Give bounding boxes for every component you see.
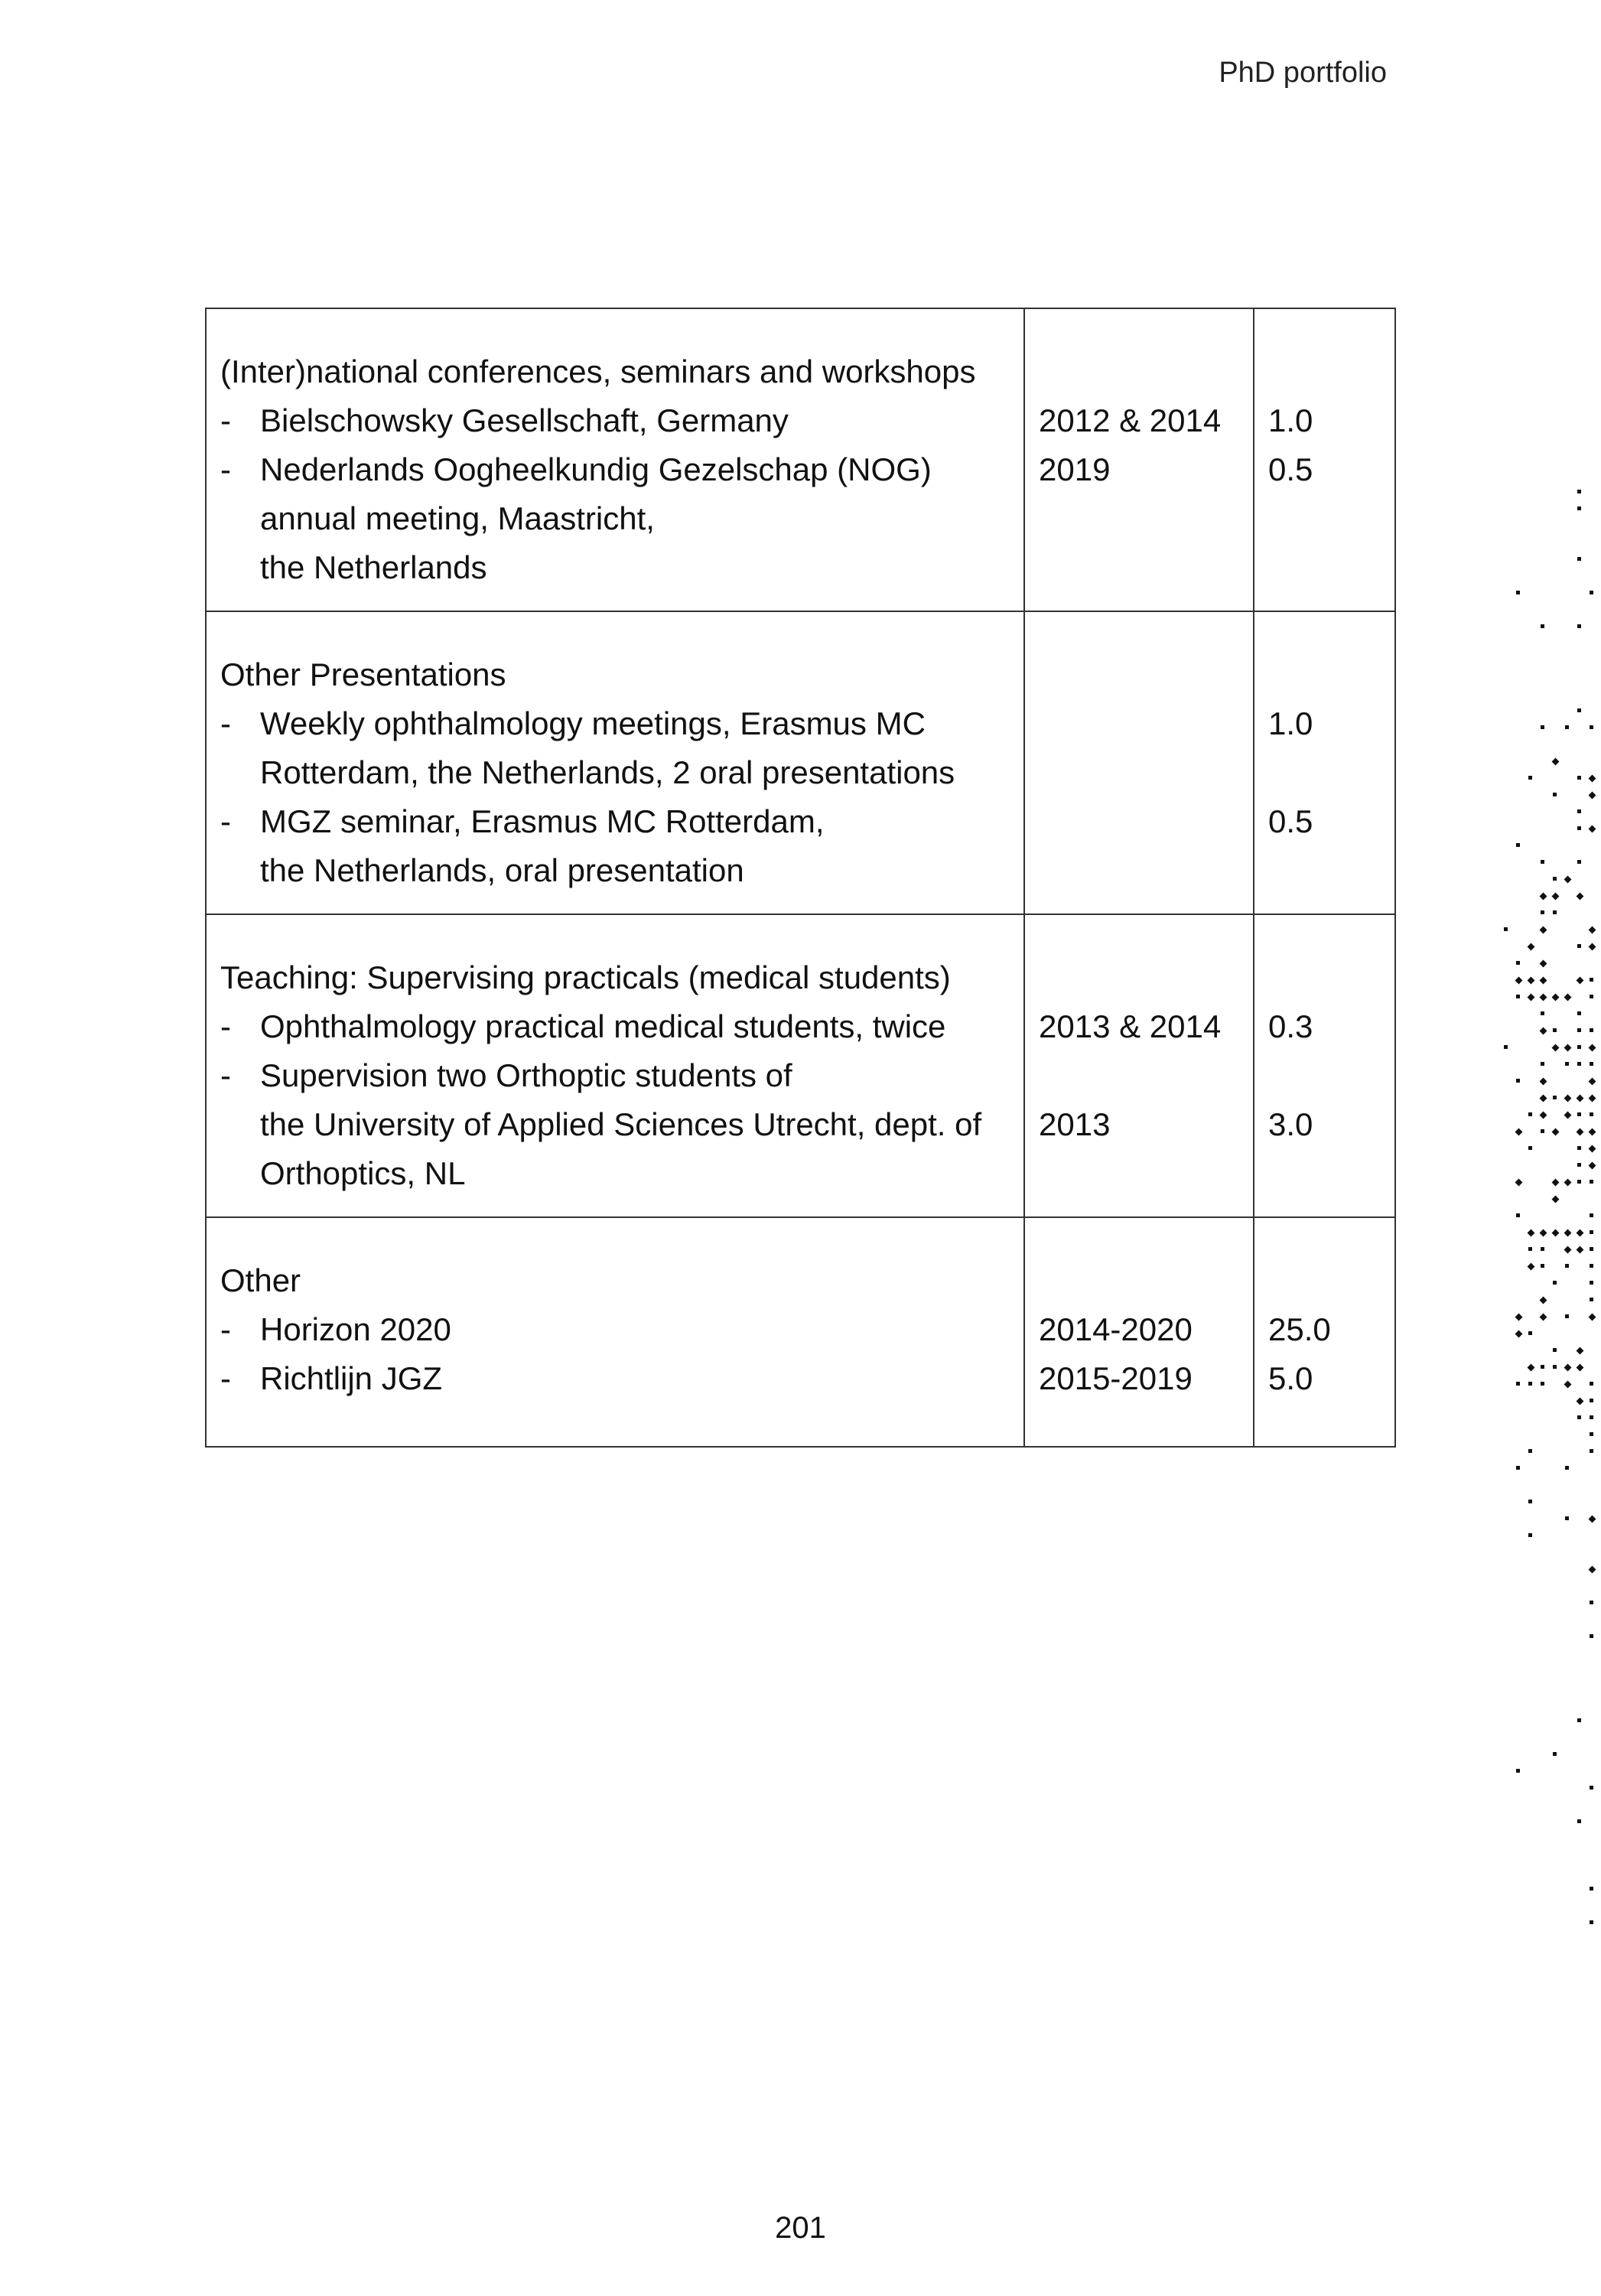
pattern-dot bbox=[1528, 1263, 1535, 1271]
running-header: PhD portfolio bbox=[1219, 57, 1387, 89]
activity-cell bbox=[206, 611, 1024, 914]
pattern-dot bbox=[1590, 1247, 1593, 1251]
ects-cell bbox=[1254, 1217, 1395, 1447]
pattern-dot bbox=[1552, 893, 1560, 900]
pattern-dot bbox=[1528, 776, 1532, 780]
year-value: 2014-2020 bbox=[1039, 1311, 1193, 1347]
pattern-dot bbox=[1540, 1297, 1547, 1304]
pattern-dot bbox=[1540, 977, 1547, 985]
year-value: 2013 & 2014 bbox=[1039, 1008, 1222, 1044]
list-item: - Richtlijn JGZ bbox=[220, 1360, 443, 1396]
pattern-dot bbox=[1590, 1449, 1593, 1453]
pattern-dot bbox=[1589, 1566, 1596, 1574]
year-value: 2013 bbox=[1039, 1106, 1111, 1142]
pattern-dot bbox=[1577, 944, 1581, 948]
section-title: Teaching: Supervising practicals (medical students) bbox=[220, 959, 951, 995]
pattern-dot bbox=[1540, 1314, 1547, 1321]
ects-value: 1.0 bbox=[1268, 402, 1313, 438]
section-title: (Inter)national conferences, seminars and workshops bbox=[220, 353, 976, 389]
pattern-dot bbox=[1577, 826, 1581, 830]
pattern-dot bbox=[1590, 1028, 1593, 1032]
year-cell bbox=[1024, 308, 1254, 611]
pattern-dot bbox=[1553, 1028, 1557, 1032]
pattern-dot bbox=[1590, 1634, 1593, 1638]
pattern-dot bbox=[1577, 1415, 1581, 1419]
pattern-dot bbox=[1564, 1095, 1572, 1102]
pattern-dot bbox=[1552, 1179, 1560, 1187]
ects-cell bbox=[1254, 914, 1395, 1217]
pattern-dot bbox=[1589, 1314, 1596, 1321]
pattern-dot bbox=[1590, 1399, 1593, 1402]
pattern-dot bbox=[1528, 1449, 1532, 1453]
pattern-dot bbox=[1553, 1752, 1557, 1756]
pattern-dot bbox=[1590, 1432, 1593, 1436]
pattern-dot bbox=[1540, 1112, 1547, 1119]
page-number: 201 bbox=[775, 2211, 826, 2245]
pattern-dot bbox=[1552, 1044, 1560, 1052]
pattern-dot bbox=[1553, 1281, 1557, 1285]
pattern-dot bbox=[1590, 1112, 1593, 1116]
pattern-dot bbox=[1565, 1466, 1569, 1470]
pattern-dot bbox=[1565, 1516, 1569, 1520]
pattern-dot bbox=[1515, 1179, 1523, 1187]
list-item-continuation: the Netherlands bbox=[260, 549, 487, 585]
pattern-dot bbox=[1577, 776, 1581, 780]
pattern-dot bbox=[1552, 1196, 1560, 1203]
pattern-dot bbox=[1565, 1264, 1569, 1268]
pattern-dot bbox=[1540, 893, 1547, 900]
pattern-dot bbox=[1528, 1146, 1532, 1150]
pattern-dot bbox=[1564, 1229, 1572, 1237]
list-item-continuation: annual meeting, Maastricht, bbox=[260, 500, 655, 536]
pattern-dot bbox=[1516, 1466, 1520, 1470]
pattern-dot bbox=[1553, 877, 1557, 881]
pattern-dot bbox=[1553, 1365, 1557, 1369]
pattern-dot bbox=[1589, 1044, 1596, 1052]
pattern-dot bbox=[1577, 1364, 1584, 1372]
list-item-continuation: Orthoptics, NL bbox=[260, 1155, 466, 1191]
pattern-dot bbox=[1564, 994, 1572, 1001]
year-cell bbox=[1024, 914, 1254, 1217]
list-item: - Nederlands Oogheelkundig Gezelschap (NOG) bbox=[220, 451, 932, 487]
ects-value: 0.3 bbox=[1268, 1008, 1313, 1044]
pattern-dot bbox=[1553, 910, 1557, 914]
pattern-dot bbox=[1552, 1128, 1560, 1136]
list-item-continuation: the University of Applied Sciences Utrecht, dept. of bbox=[260, 1106, 982, 1142]
ects-cell bbox=[1254, 308, 1395, 611]
pattern-dot bbox=[1528, 1364, 1535, 1372]
portfolio-table bbox=[205, 308, 1396, 1448]
pattern-dot bbox=[1564, 1246, 1572, 1254]
pattern-dot bbox=[1590, 1264, 1593, 1268]
list-item: - MGZ seminar, Erasmus MC Rotterdam, bbox=[220, 803, 825, 839]
pattern-dot bbox=[1516, 961, 1520, 965]
pattern-dot bbox=[1516, 1769, 1520, 1773]
table-section-row bbox=[206, 1217, 1395, 1447]
pattern-dot bbox=[1541, 860, 1544, 864]
pattern-dot bbox=[1590, 1213, 1593, 1217]
pattern-dot bbox=[1590, 1920, 1593, 1924]
pattern-dot bbox=[1541, 725, 1544, 729]
pattern-dot bbox=[1577, 1146, 1581, 1150]
pattern-dot bbox=[1589, 1095, 1596, 1102]
pattern-dot bbox=[1590, 591, 1593, 594]
pattern-dot bbox=[1528, 977, 1535, 985]
pattern-dot bbox=[1590, 1298, 1593, 1301]
year-cell bbox=[1024, 1217, 1254, 1447]
pattern-dot bbox=[1541, 1129, 1544, 1133]
list-item-continuation: Rotterdam, the Netherlands, 2 oral presentations bbox=[260, 754, 955, 790]
pattern-dot bbox=[1564, 1179, 1572, 1187]
pattern-dot bbox=[1577, 1347, 1584, 1355]
pattern-dot bbox=[1590, 1887, 1593, 1891]
pattern-dot bbox=[1540, 960, 1547, 968]
pattern-dot bbox=[1504, 1045, 1508, 1049]
pattern-dot bbox=[1577, 490, 1581, 493]
list-item: - Supervision two Orthoptic students of bbox=[220, 1057, 792, 1093]
pattern-dot bbox=[1565, 1062, 1569, 1066]
pattern-dot bbox=[1516, 1079, 1520, 1083]
pattern-dot bbox=[1564, 1044, 1572, 1052]
pattern-dot bbox=[1589, 943, 1596, 951]
pattern-dot bbox=[1564, 1112, 1572, 1119]
pattern-dot bbox=[1590, 725, 1593, 729]
pattern-dot bbox=[1577, 1095, 1584, 1102]
ects-value: 25.0 bbox=[1268, 1311, 1331, 1347]
pattern-dot bbox=[1515, 1128, 1523, 1136]
pattern-dot bbox=[1541, 1382, 1544, 1386]
pattern-dot bbox=[1564, 1364, 1572, 1372]
activity-cell bbox=[206, 1217, 1024, 1447]
pattern-dot bbox=[1577, 977, 1584, 985]
pattern-dot bbox=[1577, 624, 1581, 628]
pattern-dot bbox=[1577, 1112, 1581, 1116]
pattern-dot bbox=[1516, 591, 1520, 594]
pattern-dot bbox=[1553, 793, 1557, 796]
pattern-dot bbox=[1589, 1078, 1596, 1086]
table-section-row bbox=[206, 914, 1395, 1217]
pattern-dot bbox=[1541, 1264, 1544, 1268]
list-item: - Bielschowsky Gesellschaft, Germany bbox=[220, 402, 789, 438]
pattern-dot bbox=[1552, 1229, 1560, 1237]
pattern-dot bbox=[1528, 1382, 1532, 1386]
pattern-dot bbox=[1577, 860, 1581, 864]
pattern-dot bbox=[1516, 1382, 1520, 1386]
list-item: - Ophthalmology practical medical students, twice bbox=[220, 1008, 946, 1044]
pattern-dot bbox=[1577, 1028, 1581, 1032]
pattern-dot bbox=[1589, 1162, 1596, 1170]
pattern-dot bbox=[1552, 758, 1560, 766]
activity-cell bbox=[206, 914, 1024, 1217]
pattern-dot bbox=[1540, 927, 1547, 934]
pattern-dot bbox=[1577, 809, 1581, 813]
pattern-dot bbox=[1589, 826, 1596, 833]
dot-pattern-decoration bbox=[1492, 321, 1601, 1928]
pattern-dot bbox=[1552, 994, 1560, 1001]
pattern-dot bbox=[1528, 994, 1535, 1001]
pattern-dot bbox=[1540, 1078, 1547, 1086]
table-section-row bbox=[206, 611, 1395, 914]
pattern-dot bbox=[1541, 1247, 1544, 1251]
pattern-dot bbox=[1540, 1095, 1547, 1102]
pattern-dot bbox=[1589, 1145, 1596, 1153]
pattern-dot bbox=[1590, 1062, 1593, 1066]
pattern-dot bbox=[1577, 1011, 1581, 1015]
pattern-dot bbox=[1553, 1348, 1557, 1352]
pattern-dot bbox=[1589, 1516, 1596, 1523]
pattern-dot bbox=[1515, 977, 1523, 985]
pattern-dot bbox=[1528, 1331, 1532, 1335]
pattern-dot bbox=[1577, 1718, 1581, 1722]
activity-cell bbox=[206, 308, 1024, 611]
pattern-dot bbox=[1541, 1062, 1544, 1066]
pattern-dot bbox=[1565, 1314, 1569, 1318]
section-title: Other bbox=[220, 1262, 301, 1298]
list-item: - Weekly ophthalmology meetings, Erasmus MC bbox=[220, 705, 926, 741]
pattern-dot bbox=[1565, 725, 1569, 729]
pattern-dot bbox=[1577, 1229, 1584, 1237]
pattern-dot bbox=[1577, 893, 1584, 900]
pattern-dot bbox=[1541, 1365, 1544, 1369]
pattern-dot bbox=[1577, 557, 1581, 561]
pattern-dot bbox=[1590, 995, 1593, 998]
year-value: 2012 & 2014 bbox=[1039, 402, 1222, 438]
pattern-dot bbox=[1553, 1096, 1557, 1099]
pattern-dot bbox=[1577, 1163, 1581, 1167]
pattern-dot bbox=[1541, 624, 1544, 628]
pattern-dot bbox=[1577, 1062, 1581, 1066]
pattern-dot bbox=[1577, 1180, 1581, 1184]
pattern-dot bbox=[1590, 1382, 1593, 1386]
pattern-dot bbox=[1589, 1128, 1596, 1136]
pattern-dot bbox=[1577, 506, 1581, 510]
year-cell bbox=[1024, 611, 1254, 914]
ects-value: 5.0 bbox=[1268, 1360, 1313, 1396]
pattern-dot bbox=[1590, 978, 1593, 982]
pattern-dot bbox=[1577, 1045, 1581, 1049]
pattern-dot bbox=[1516, 995, 1520, 998]
pattern-dot bbox=[1515, 1314, 1523, 1321]
pattern-dot bbox=[1590, 1230, 1593, 1234]
list-item: - Horizon 2020 bbox=[220, 1311, 451, 1347]
pattern-dot bbox=[1541, 910, 1544, 914]
pattern-dot bbox=[1516, 1213, 1520, 1217]
ects-value: 1.0 bbox=[1268, 705, 1313, 741]
pattern-dot bbox=[1590, 1601, 1593, 1604]
pattern-dot bbox=[1589, 927, 1596, 934]
section-title: Other Presentations bbox=[220, 656, 506, 692]
pattern-dot bbox=[1540, 994, 1547, 1001]
pattern-dot bbox=[1528, 1500, 1532, 1503]
list-item-continuation: the Netherlands, oral presentation bbox=[260, 852, 744, 888]
pattern-dot bbox=[1590, 1180, 1593, 1184]
pattern-dot bbox=[1540, 1028, 1547, 1035]
pattern-dot bbox=[1528, 1533, 1532, 1537]
year-value bbox=[1039, 699, 1253, 748]
pattern-dot bbox=[1504, 927, 1508, 931]
pattern-dot bbox=[1564, 1381, 1572, 1389]
ects-value: 0.5 bbox=[1268, 803, 1313, 839]
ects-cell bbox=[1254, 611, 1395, 914]
year-value: 2019 bbox=[1039, 451, 1111, 487]
pattern-dot bbox=[1577, 1398, 1584, 1405]
pattern-dot bbox=[1577, 708, 1581, 712]
year-value: 2015-2019 bbox=[1039, 1360, 1193, 1396]
pattern-dot bbox=[1540, 1229, 1547, 1237]
pattern-dot bbox=[1528, 943, 1535, 951]
pattern-dot bbox=[1577, 1246, 1584, 1254]
pattern-dot bbox=[1516, 843, 1520, 847]
pattern-dot bbox=[1589, 775, 1596, 783]
ects-value: 3.0 bbox=[1268, 1106, 1313, 1142]
pattern-dot bbox=[1528, 1247, 1532, 1251]
table-section-row bbox=[206, 308, 1395, 611]
pattern-dot bbox=[1590, 1415, 1593, 1419]
pattern-dot bbox=[1590, 1786, 1593, 1790]
ects-value: 0.5 bbox=[1268, 451, 1313, 487]
pattern-dot bbox=[1528, 1229, 1535, 1237]
pattern-dot bbox=[1577, 1819, 1581, 1823]
pattern-dot bbox=[1590, 1281, 1593, 1285]
pattern-dot bbox=[1577, 1128, 1584, 1136]
pattern-dot bbox=[1564, 876, 1572, 884]
pattern-dot bbox=[1541, 1011, 1544, 1015]
pattern-dot bbox=[1515, 1330, 1523, 1338]
pattern-dot bbox=[1528, 1112, 1532, 1116]
pattern-dot bbox=[1589, 792, 1596, 800]
